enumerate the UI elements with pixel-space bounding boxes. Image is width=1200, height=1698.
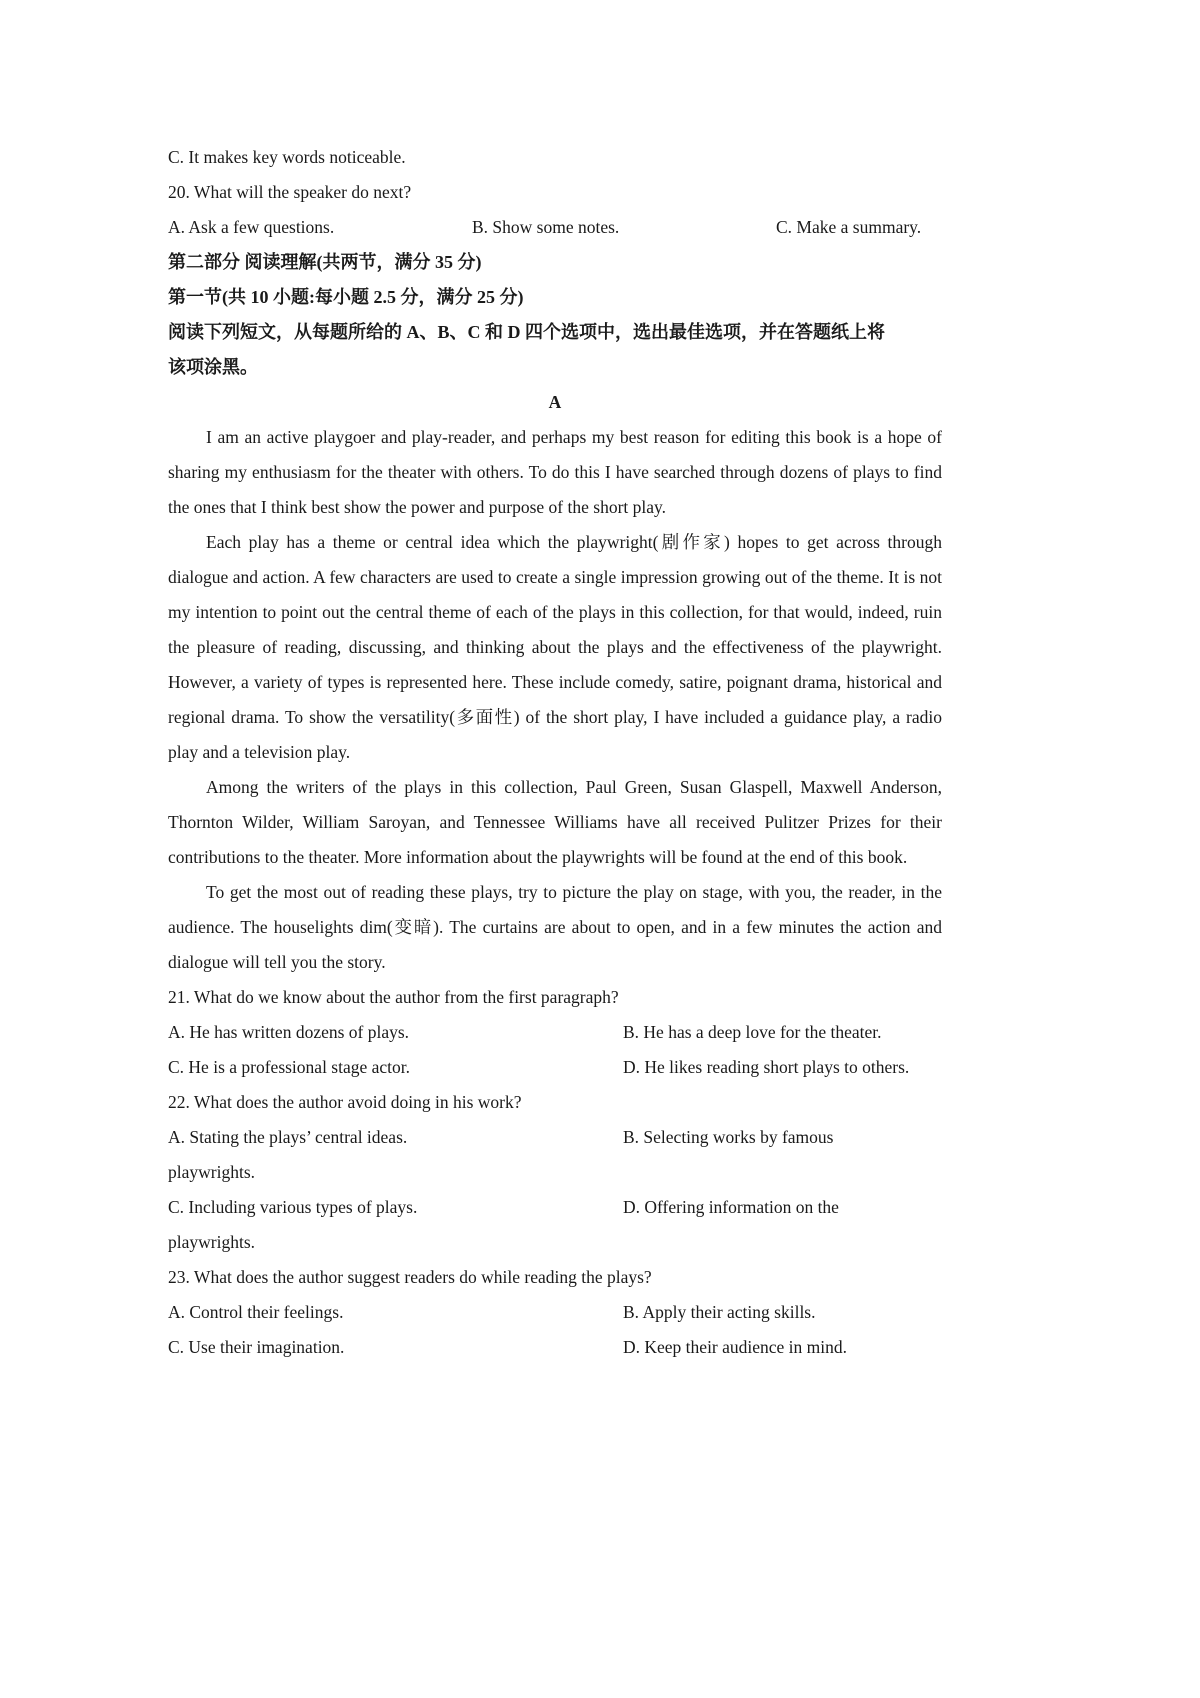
- instruction-line: 阅读下列短文，从每题所给的 A、B、C 和 D 四个选项中，选出最佳选项，并在答题纸上将: [168, 322, 885, 342]
- options-row: [168, 1015, 942, 1050]
- passage-paragraph: I am an active playgoer and play-reader, and perhaps my best reason for editing this book is a hope of sharing my enthusiasm for the theater with others. To do this I have searched through dozens of plays to find the ones that I think best show the power and purpose of the short play.: [168, 427, 942, 517]
- question-line: 20. What will the speaker do next?: [168, 182, 412, 202]
- option: C. Including various types of plays.: [168, 1197, 418, 1217]
- passage-paragraph: Each play has a theme or central idea which the playwright(剧作家) hopes to get across through dialogue and action. A few characters are used to create a single impression growing out of the theme. It is not my intention to point out the central theme of each of the plays in this collection, for that would, indeed, ruin the pleasure of reading, discussing, and thinking about the plays and the effectiveness of the playwright. However, a variety of types is represented here. These include comedy, satire, poignant drama, historical and regional drama. To show the versatility(多面性) of the short play, I have included a guidance play, a radio play and a television play.: [168, 532, 942, 762]
- question-line: 23. What does the author suggest readers do while reading the plays?: [168, 1267, 652, 1287]
- options-row: [168, 1295, 942, 1330]
- passage-title: A: [548, 392, 562, 412]
- section-heading: 第一节(共 10 小题:每小题 2.5 分，满分 25 分): [168, 287, 524, 307]
- options-row: [168, 1190, 942, 1225]
- options-row: [168, 1330, 942, 1365]
- section-heading: 第二部分 阅读理解(共两节，满分 35 分): [168, 252, 482, 272]
- option: A. Control their feelings.: [168, 1302, 344, 1322]
- option: C. Make a summary.: [776, 217, 922, 237]
- document-page: [168, 140, 942, 1365]
- option: A. He has written dozens of plays.: [168, 1022, 410, 1042]
- option: B. He has a deep love for the theater.: [623, 1022, 882, 1042]
- options-row: [168, 1120, 942, 1155]
- option: A. Ask a few questions.: [168, 217, 335, 237]
- option: B. Show some notes.: [472, 217, 620, 237]
- option: D. Offering information on the: [623, 1197, 839, 1217]
- question-line: 22. What does the author avoid doing in his work?: [168, 1092, 522, 1112]
- option: C. Use their imagination.: [168, 1337, 345, 1357]
- option: D. He likes reading short plays to others.: [623, 1057, 910, 1077]
- option: B. Selecting works by famous: [623, 1127, 834, 1147]
- options-row: [168, 1050, 942, 1085]
- passage-paragraph: To get the most out of reading these plays, try to picture the play on stage, with you, the reader, in the audience. The houselights dim(变暗). The curtains are about to open, and in a few minutes the action and dialogue will tell you the story.: [168, 882, 942, 972]
- text-line: playwrights.: [168, 1162, 256, 1182]
- question-line: 21. What do we know about the author from the first paragraph?: [168, 987, 619, 1007]
- text-line: playwrights.: [168, 1232, 256, 1252]
- option: D. Keep their audience in mind.: [623, 1337, 848, 1357]
- option: A. Stating the plays’ central ideas.: [168, 1127, 408, 1147]
- options-row: [168, 210, 942, 245]
- option: C. He is a professional stage actor.: [168, 1057, 411, 1077]
- instruction-line: 该项涂黑。: [168, 357, 258, 377]
- text-line: C. It makes key words noticeable.: [168, 147, 406, 167]
- option: B. Apply their acting skills.: [623, 1302, 816, 1322]
- passage-paragraph: Among the writers of the plays in this collection, Paul Green, Susan Glaspell, Maxwell Anderson, Thornton Wilder, William Saroyan, and Tennessee Williams have all received Pulitzer Prizes for their contributions to the theater. More information about the playwrights will be found at the end of this book.: [168, 777, 942, 867]
